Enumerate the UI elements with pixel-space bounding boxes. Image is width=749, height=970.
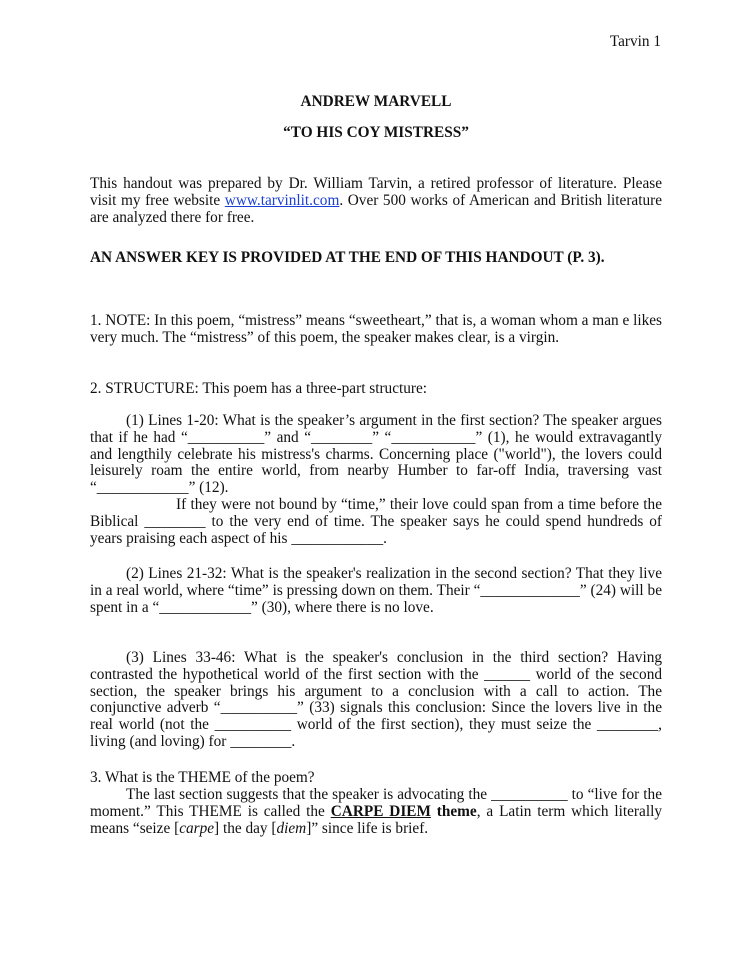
theme-paragraph xyxy=(90,787,662,837)
theme-text: The last section suggests that the speaker is advocating the __________ to “live for the moment.” This THEME is called the xyxy=(90,786,662,820)
section-1-paragraph: (1) Lines 1-20: What is the speaker’s argument in the first section? The speaker argues that if he had “__________” and “________” “___________” (1), he would extravagantly and lengthily celebrate his mistress's charms. Concerning place ("world"), the lovers could leisurely roam the entire world, from nearby Humber to far-off India, traversing vast “____________” (12). xyxy=(90,412,662,497)
page-title: ANDREW MARVELL xyxy=(300,93,452,110)
theme-question: 3. What is the THEME of the poem? xyxy=(90,769,315,786)
theme-text-2: , a Latin term which literally means “seize [ xyxy=(90,802,662,837)
page-header: Tarvin 1 xyxy=(609,33,661,50)
intro-text: This handout was prepared by Dr. William Tarvin, a retired professor of literature. Please visit my free website xyxy=(90,175,662,209)
page-subtitle: “TO HIS COY MISTRESS” xyxy=(283,124,469,141)
diem-italic: diem xyxy=(276,819,307,837)
note-paragraph: 1. NOTE: In this poem, “mistress” means “sweetheart,” that is, a woman whom a man e likes very much. The “mistress” of this poem, the speaker makes clear, is a virgin. xyxy=(90,312,662,346)
section-1-time-paragraph: If they were not bound by “time,” their love could span from a time before the Biblical ________ to the very end of time. The speaker says he could spend hundreds of years praising each aspect of his ____________. xyxy=(90,496,662,547)
section-3-paragraph: (3) Lines 33-46: What is the speaker's conclusion in the third section? Having contrasted the hypothetical world of the first section with the ______ world of the second section, the speaker brings his argument to a conclusion with a call to action. The conjunctive adverb “__________” (33) signals this conclusion: Since the lovers live in the real world (not the __________ world of the first section), they must seize the ________, living (and loving) for ________. xyxy=(90,649,662,750)
theme-text-3: ] the day [ xyxy=(214,819,277,837)
theme-text-4: ]” since life is brief. xyxy=(306,819,429,837)
carpe-diem-term: CARPE DIEM xyxy=(330,802,431,820)
carpe-italic: carpe xyxy=(179,819,215,837)
structure-heading: 2. STRUCTURE: This poem has a three-part structure: xyxy=(90,380,428,397)
section-2-paragraph: (2) Lines 21-32: What is the speaker's realization in the second section? That they live in a real world, where “time” is pressing down on them. Their “_____________” (24) will be spent in a “____________” (30), where there is no love. xyxy=(90,565,662,616)
answer-key-notice: AN ANSWER KEY IS PROVIDED AT THE END OF THIS HANDOUT (P. 3). xyxy=(90,249,605,266)
intro-paragraph xyxy=(90,176,662,226)
theme-word: theme xyxy=(430,802,477,820)
website-link[interactable]: www.tarvinlit.com xyxy=(224,191,340,209)
intro-text-end: . Over 500 works of American and British literature are analyzed there for free. xyxy=(90,191,662,226)
